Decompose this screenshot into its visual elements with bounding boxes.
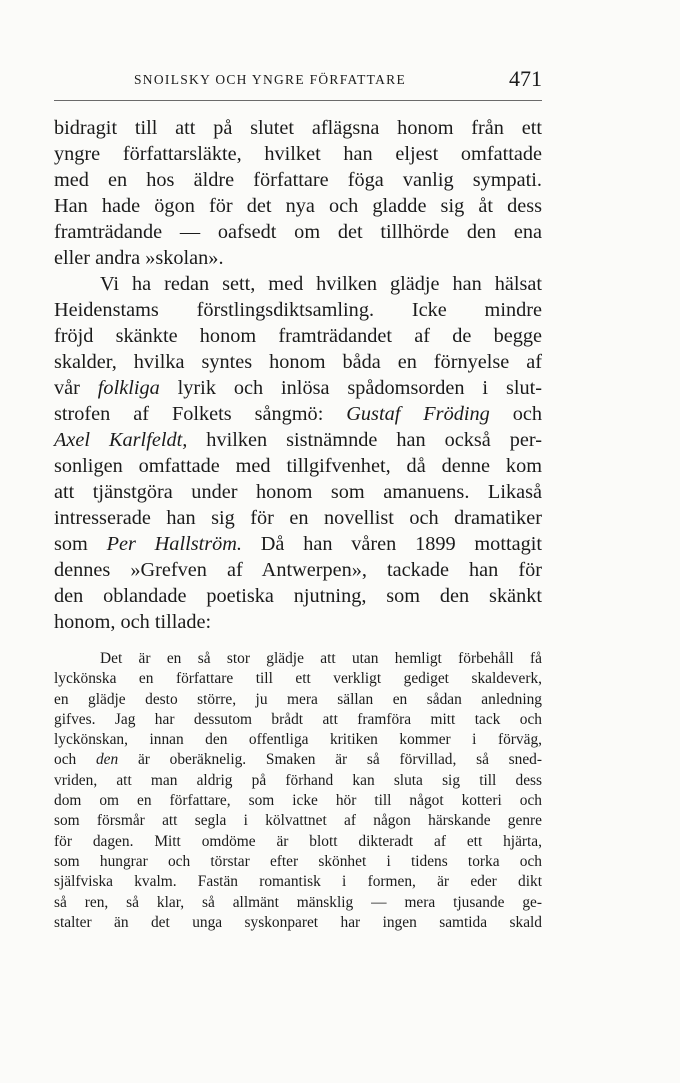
page-number: 471 xyxy=(509,66,542,91)
body-line: eller andra »skolan». xyxy=(54,247,224,269)
body-line: med en hos äldre författare föga vanlig sympati. xyxy=(54,169,542,191)
quote-line: vriden, att man aldrig på förhand kan sluta sig till dess xyxy=(54,771,542,789)
body-text xyxy=(54,115,542,635)
italic-text: den xyxy=(95,751,119,769)
italic-text: Per Hallström. xyxy=(106,533,242,555)
body-line: bidragit till att på slutet aflägsna honom från ett xyxy=(54,117,542,139)
quote-line: som hungrar och törstar efter skönhet i tidens torka och xyxy=(54,852,542,870)
body-line: yngre författarsläkte, hvilket han eljest omfattade xyxy=(54,143,542,165)
quote-line: så ren, så klar, så allmänt mänsklig — mera tjusande ge- xyxy=(54,893,542,911)
body-line: dennes »Grefven af Antwerpen», tackade han för xyxy=(54,559,542,581)
quote-line: för dagen. Mitt omdöme är blott dikteradt af ett hjärta, xyxy=(54,832,542,850)
body-line: Han hade ögon för det nya och gladde sig åt dess xyxy=(54,195,542,217)
quote-line: som försmår att segla i kölvattnet af någon härskande genre xyxy=(54,812,542,830)
italic-text: Gustaf Fröding xyxy=(346,403,490,425)
body-line: strofen af Folkets sångmö: Gustaf Fröding och xyxy=(54,403,542,425)
quote-line: Det är en så stor glädje att utan hemligt förbehåll få xyxy=(100,650,542,667)
body-line: sonligen omfattade med tillgifvenhet, då denne kom xyxy=(54,455,542,477)
quote-line: dom om en författare, som icke hör till något kotteri och xyxy=(54,792,542,810)
body-line: som Per Hallström. Då han våren 1899 mottagit xyxy=(54,533,543,555)
body-line: honom, och tillade: xyxy=(54,611,212,633)
quote-line: gifves. Jag har dessutom brådt att framföra mitt tack och xyxy=(54,710,542,728)
page-header xyxy=(54,64,542,94)
body-line: att tjänstgöra under honom som amanuens. Likaså xyxy=(54,481,542,503)
italic-text: folkliga xyxy=(97,377,160,399)
body-line: Axel Karlfeldt, hvilken sistnämnde han också per- xyxy=(54,429,542,451)
body-line: Vi ha redan sett, med hvilken glädje han hälsat xyxy=(100,273,542,295)
body-line: intresserade han sig för en novellist och dramatiker xyxy=(54,507,542,529)
quote-line: lyckönska en författare till ett verkligt gediget skaldeverk, xyxy=(54,670,542,688)
body-line: framträdande — oafsedt om det tillhörde den ena xyxy=(54,221,542,243)
quote-line: och den är oberäknelig. Smaken är så förvillad, så sned- xyxy=(54,751,542,769)
block-quote xyxy=(54,649,542,933)
quote-line: lyckönskan, innan den offentliga kritiken kommer i förväg, xyxy=(54,731,542,749)
body-line: vår folkliga lyrik och inlösa spådomsorden i slut- xyxy=(54,377,543,399)
body-line: Heidenstams förstlingsdiktsamling. Icke mindre xyxy=(54,299,542,321)
body-line: fröjd skänkte honom framträdandet af de begge xyxy=(54,325,542,347)
header-rule xyxy=(54,100,542,101)
quote-line: en glädje desto större, ju mera sällan en sådan anledning xyxy=(54,690,542,708)
quote-line: själfviska kvalm. Fastän romantisk i formen, är eder dikt xyxy=(54,873,542,891)
running-head: SNOILSKY OCH YNGRE FÖRFATTARE xyxy=(134,72,407,87)
italic-text: Axel Karlfeldt, xyxy=(54,429,188,451)
body-line: den oblandade poetiska njutning, som den skänkt xyxy=(54,585,542,607)
body-line: skalder, hvilka syntes honom båda en förnyelse af xyxy=(54,351,542,373)
quote-line: stalter än det unga syskonparet har ingen samtida skald xyxy=(54,913,542,931)
